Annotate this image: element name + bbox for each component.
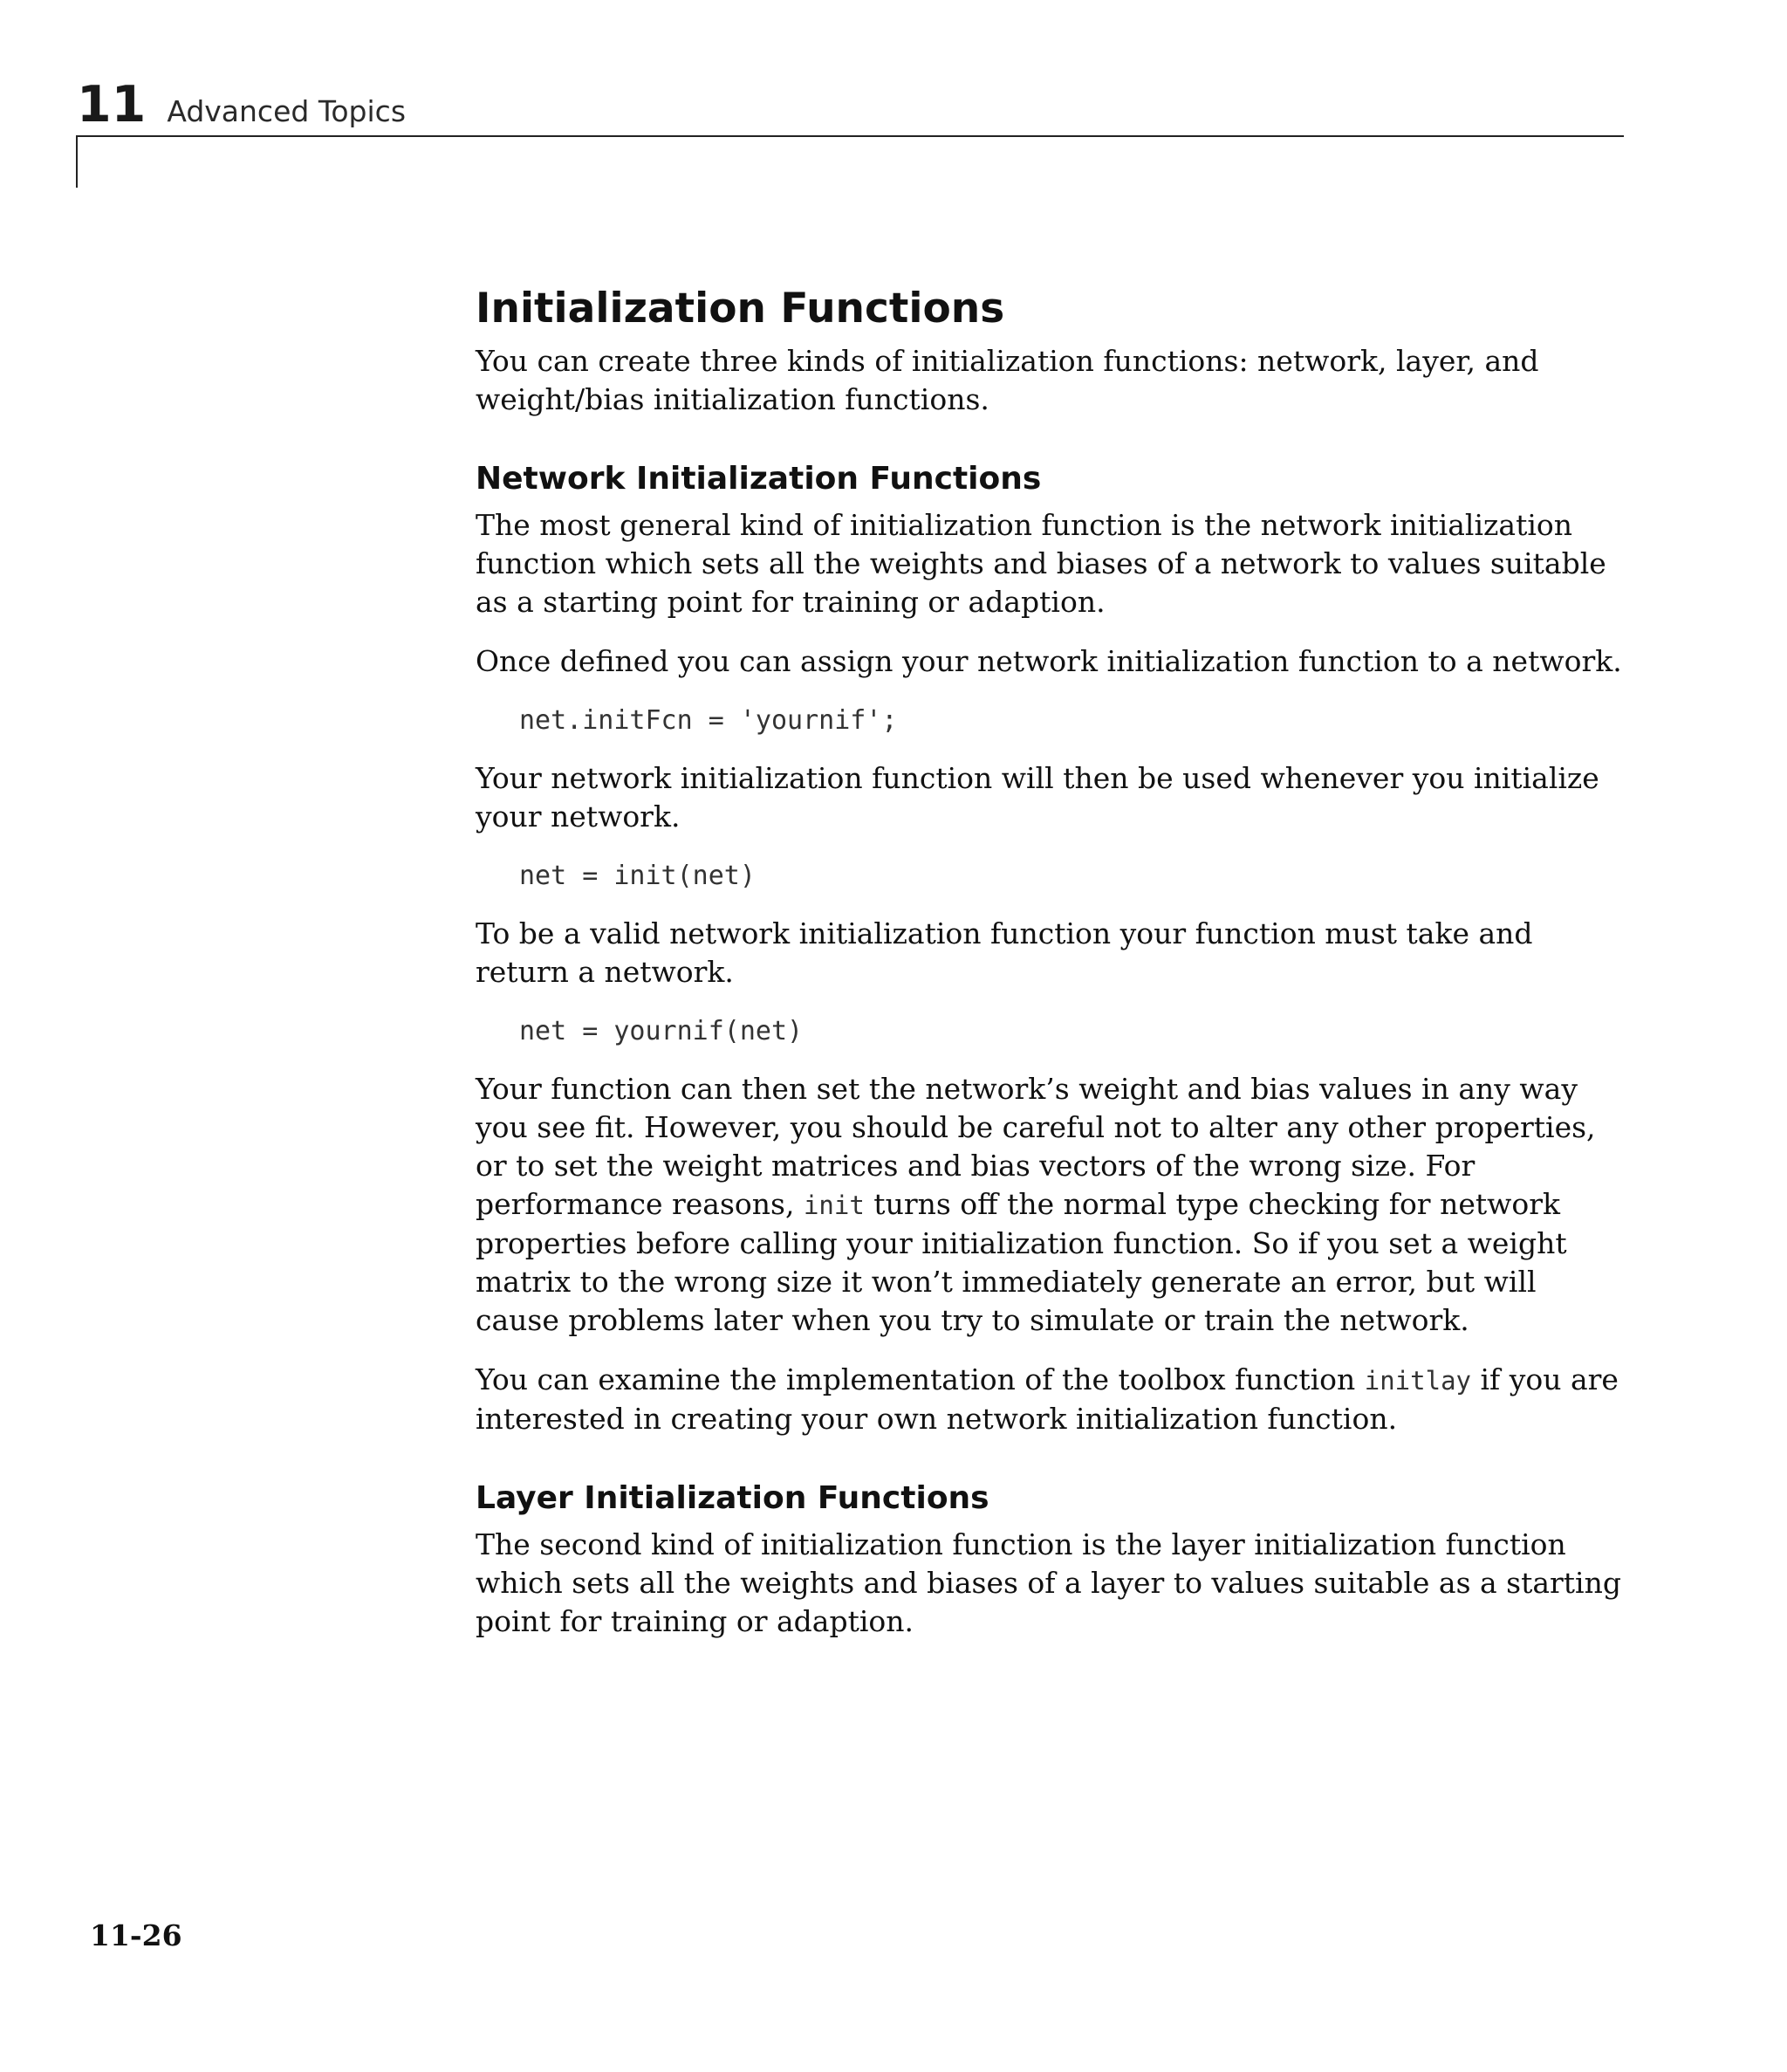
- page-content: [476, 283, 1627, 1662]
- paragraph-text: if you are interested in creating your own network initialization function.: [476, 1362, 1619, 1436]
- section-intro: You can create three kinds of initialization functions: network, layer, and weight/bias initialization functions.: [476, 344, 1539, 416]
- inline-code: init: [803, 1190, 865, 1220]
- paragraph: [476, 1361, 1627, 1438]
- chapter-header: [77, 76, 407, 134]
- chapter-title: Advanced Topics: [167, 94, 407, 128]
- section-title: Initialization Functions: [476, 285, 1005, 333]
- inline-code: initlay: [1364, 1366, 1471, 1396]
- paragraph: The second kind of initialization function is the layer initialization function which sets all the weights and biases of a layer to values suitable as a starting point for training or adaption.: [476, 1527, 1621, 1638]
- paragraph: Once defined you can assign your network initialization function to a network.: [476, 644, 1622, 678]
- header-rule: [76, 135, 1624, 137]
- code-example: net.initFcn = 'yournif';: [519, 705, 898, 736]
- chapter-number: 11: [77, 76, 147, 134]
- page-number: 11-26: [90, 1918, 182, 1952]
- paragraph: The most general kind of initialization function is the network initialization function which sets all the weights and biases of a network to values suitable as a starting point for training or adaption.: [476, 508, 1606, 619]
- paragraph-text: Your function can then set the network’s weight and bias values in any way you see fit. However, you should be careful not to alter any other properties, or to set the weight matrices and bias vectors of the wrong size. For performance reasons,: [476, 1072, 1596, 1221]
- paragraph: To be a valid network initialization function your function must take and return a network.: [476, 916, 1533, 989]
- subsection-title-layer: Layer Initialization Functions: [476, 1480, 989, 1516]
- paragraph-text: You can examine the implementation of the toolbox function: [476, 1362, 1365, 1396]
- paragraph: Your network initialization function will then be used whenever you initialize your network.: [476, 761, 1599, 834]
- header-tick: [76, 135, 78, 188]
- code-example: net = yournif(net): [519, 1016, 804, 1046]
- paragraph-text: turns off the normal type checking for network properties before calling your initialization function. So if you set a weight matrix to the wrong size it won’t immediately generate an error, but will cause problems later when you try to simulate or train the network.: [476, 1187, 1567, 1337]
- code-example: net = init(net): [519, 861, 756, 891]
- paragraph: [476, 1070, 1627, 1340]
- subsection-title-network: Network Initialization Functions: [476, 461, 1042, 497]
